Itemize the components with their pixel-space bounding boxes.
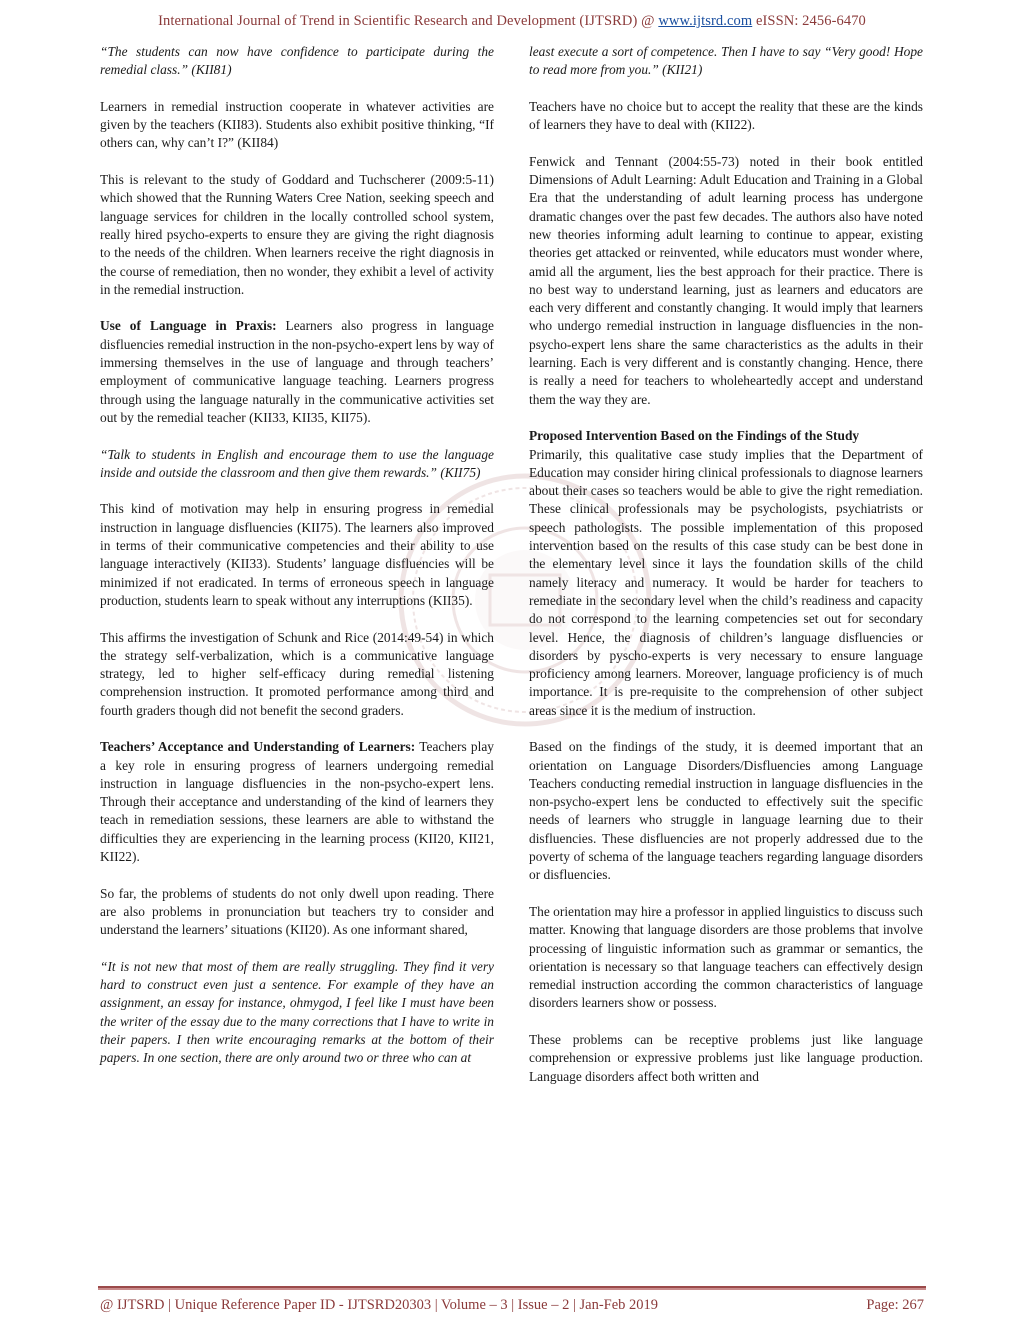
quote-paragraph: least execute a sort of competence. Then I have to say “Very good! Hope to read more from you.” (KII21) — [529, 44, 923, 78]
body-paragraph: These problems can be receptive problems just like language comprehension or expressive problems just like language production. Language disorders affect both written and — [529, 1032, 923, 1084]
body-paragraph: Teachers have no choice but to accept the reality that these are the kinds of learners they have to deal with (KII22). — [529, 98, 923, 133]
body-paragraph: Based on the findings of the study, it is deemed important that an orientation on Language Disorders/Disfluencies among Language Teachers conducting remedial instruction in language disfluencies in the non-psycho-expert lens be conducted to effectively suit the specific needs of learners who struggle in language learning due to their disfluencies. These disfluencies are not properly addressed due to the poverty of schema of the language teachers regarding language disorders or disfluencies. — [529, 739, 923, 883]
journal-header — [0, 13, 1024, 30]
paragraph-text: Teachers play a key role in ensuring progress of learners undergoing remedial instruction in language disfluencies in the non-psycho-expert lens. Through their acceptance and understanding of the kind of learners they teach in remediation sessions, these learners are able to withstand the difficulties they are experiencing in the learning process (KII20, KII21, KII22). — [100, 739, 494, 865]
footer-citation: @ IJTSRD | Unique Reference Paper ID - IJTSRD20303 | Volume – 3 | Issue – 2 | Jan-Feb 2019 — [100, 1297, 659, 1313]
body-paragraph: Fenwick and Tennant (2004:55-73) noted in their book entitled Dimensions of Adult Learning: Adult Education and Training in a Global Era that the understanding of adult learning process has undergone dramatic changes over the past few decades. The authors also have noted new theories informing adult learning to continue to appear, existing theories get attacked or reinvented, while educators must wonder where, amid all the argument, lies the best approach for their practice. There is no best way to understand learning, just as learners and educators are each very different and constantly changing. It would imply that learners who undergo remedial instruction in language disfluencies in the non-psycho-expert lens share the same characteristics as the adults in their learning. Each is very different and is constantly changing. Hence, there is really a need for teachers to wholeheartedly accept and understand them the way they are. — [529, 153, 923, 407]
quote-paragraph: “It is not new that most of them are really struggling. They find it very hard to construct even just a sentence. For example of they have an assignment, an essay for instance, ohmygod, I feel like I must have been the writer of the essay due to the many corrections that I have to write in their papers. I then write encouraging remarks at the bottom of their papers. In one section, there are only around two or three who can at — [100, 958, 494, 1066]
body-paragraph: Learners in remedial instruction cooperate in whatever activities are given by the teachers (KII83). Students also exhibit positive thinking, “If others can, why can’t I?” (KII84) — [100, 98, 494, 151]
inline-heading: Teachers’ Acceptance and Understanding of Learners: — [100, 739, 416, 755]
section-heading: Proposed Intervention Based on the Findings of the Study — [529, 428, 860, 444]
body-paragraph: This affirms the investigation of Schunk and Rice (2014:49-54) in which the strategy self-verbalization, which is a communicative language strategy, led to higher self-efficacy during remedial listening comprehension instruction. It promoted performance among third and fourth graders though did not benefit the second graders. — [100, 629, 494, 718]
body-paragraph: So far, the problems of students do not only dwell upon reading. There are also problems in pronunciation but teachers try to consider and understand the learners’ situations (KII20). As one informant shared, — [100, 885, 494, 938]
page-number: Page: 267 — [866, 1297, 924, 1313]
inline-heading: Use of Language in Praxis: — [100, 318, 277, 334]
headed-paragraph — [100, 317, 494, 427]
header-prefix: International Journal of Trend in Scientific Research and Development (IJTSRD) @ — [158, 13, 659, 29]
body-paragraph: Primarily, this qualitative case study implies that the Department of Education may consider hiring clinical professionals to diagnose learners about their cases so teachers would be able to give the right remediation. These clinical professionals may be psychologists, psychiatrists or speech pathologists. The possible implementation of this proposed intervention based on the results of this case study can be best done in the elementary level since it lays the foundation skills of the child namely literacy and numeracy. It would be harder for teachers to remediate in the secondary level when the child’s readiness and capacity do not correspond to the learning competencies set out for secondary level. Hence, the diagnosis of children’s language disfluencies or disorders by pyscho-experts is very necessary to ensure language proficiency among learners. Moreover, language proficiency is of much importance. It is pre-requisite to the comprehension of other subject areas since it is the medium of instruction. — [529, 446, 923, 718]
headed-paragraph — [100, 738, 494, 866]
body-paragraph: The orientation may hire a professor in applied linguistics to discuss such matter. Knowing that language disorders are those problems that involve processing of linguistic information such as grammar or semantics, the orientation is necessary so that language teachers can effectively design remedial instruction according the common characteristics of language disorders learners show or possess. — [529, 903, 923, 1011]
journal-website-link[interactable]: www.ijtsrd.com — [658, 13, 753, 29]
quote-paragraph: “The students can now have confidence to participate during the remedial class.” (KII81) — [100, 44, 494, 78]
paragraph-text: Learners also progress in language disfluencies remedial instruction in the non-psycho-expert lens by way of immersing themselves in the use of language and through teachers’ employment of communicative language teaching. Learners progress through using the language naturally in the communicative activities set out by the remedial teacher (KII33, KII35, KII75). — [100, 318, 494, 425]
left-text-column — [100, 43, 494, 1086]
right-text-column — [529, 43, 923, 1104]
header-issn: eISSN: 2456-6470 — [752, 13, 866, 29]
body-paragraph: This is relevant to the study of Goddard and Tuchscherer (2009:5-11) which showed that the Running Waters Cree Nation, seeking speech and language services for children in the locally controlled school system, really hired psycho-experts to ensure they are giving the right diagnosis to the needs of the children. When learners receive the right diagnosis in the course of remediation, then no wonder, they exhibit a level of activity in the remedial instruction. — [100, 172, 494, 297]
body-paragraph: This kind of motivation may help in ensuring progress in remedial instruction in language disfluencies (KII75). The learners also improved in terms of their communicative competencies and their ability to use language interactively (KII33). Students’ language disfluencies will be minimized if not eradicated. In terms of erroneous speech in language production, students learn to speak without any interruptions (KII35). — [100, 501, 494, 608]
footer-divider — [98, 1286, 926, 1290]
quote-paragraph: “Talk to students in English and encourage them to use the language inside and outside the classroom and then give them rewards.” (KII75) — [100, 446, 494, 480]
